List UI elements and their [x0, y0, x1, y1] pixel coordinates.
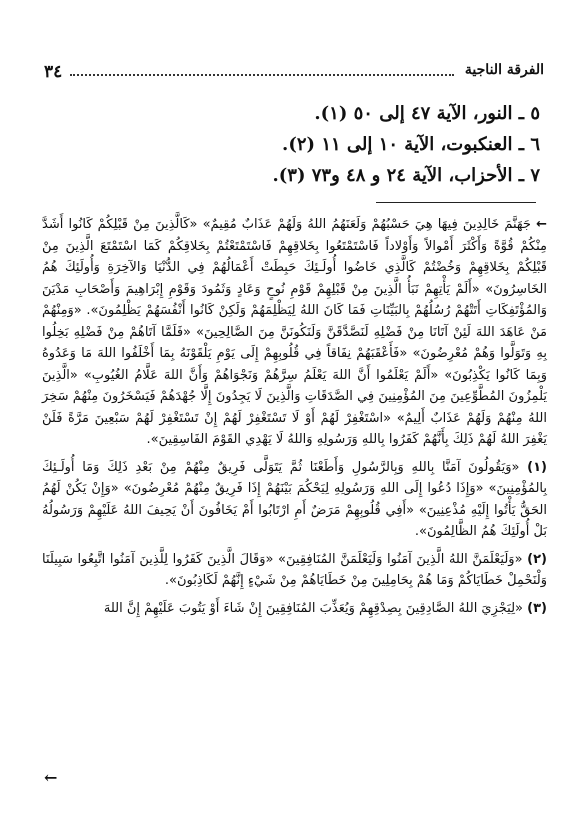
- footnote-3: [42, 598, 547, 620]
- reference-item: ٧ ـ الأحزاب، الآية ٢٤ و ٤٨ و٧٣ (٣).: [272, 165, 540, 186]
- running-header: [44, 62, 544, 84]
- footnote-mark: (٢): [527, 551, 547, 567]
- footnote-mark: (١): [527, 459, 547, 475]
- continues-arrow-icon: ←: [44, 768, 58, 787]
- footnote-1: [42, 457, 547, 543]
- continuation-arrow-icon: ←: [536, 217, 547, 232]
- footnotes: [42, 214, 547, 625]
- footnote-2: [42, 549, 547, 592]
- reference-item: ٦ ـ العنكبوت، الآية ١٠ إلى ١١ (٢).: [282, 134, 540, 155]
- footnote-mark: (٣): [527, 600, 547, 616]
- page-number: ٣٤: [44, 62, 63, 82]
- footnote-continuation-text: جَهَنَّمَ خَالِدِينَ فِيهَا هِيَ حَسْبُهُمْ وَلَعَنَهُمُ اللهُ وَلَهُمْ عَذَابٌ مُقِيمٌ» «كَالَّذِينَ مِنْ قَبْلِكُمْ كَانُوا أَشَدَّ مِنْكُمْ قُوَّةً وَأَكْثَرَ أَمْوالاً وَأَوْلاداً فَاسْتَمْتَعُوا بِخَلاقِهِمْ فَاسْتَمْتَعْتُمْ بِخَلاقِكُمْ كَمَا اسْتَمْتَعَ الَّذِينَ مِنْ قَبْلِكُمْ بِخَلاقِهِمْ وَخُضْتُمْ كَالَّذِي خَاضُوا أُولَـئِكَ حَبِطَتْ أَعْمَالُهُمْ فِي الدُّنْيَا وَالآخِرَةِ وَأُولَئِكَ هُمُ الخَاسِرُونَ» «أَلَمْ يَأْتِهِمْ نَبَأُ الَّذِينَ مِنْ قَبْلِهِمْ قَوْمِ نُوحٍ وَعَادٍ وَثَمُودَ وَقَوْمِ إِبْرَاهِيمَ وَأَصْحَابِ مَدْيَنَ وَالمُؤْتَفِكَاتِ أَتَتْهُمْ رُسُلُهُمْ بِالبَيِّنَاتِ فَمَا كَانَ اللهُ لِيَظْلِمَهُمْ وَلَكِنْ كَانُوا أَنْفُسَهُمْ يَظْلِمُونَ». «وَمِنْهُمْ مَنْ عَاهَدَ اللهَ لَئِنْ آتَانَا مِنْ فَضْلِهِ لَنَصَّدَّقَنَّ وَلَنَكُونَنَّ مِنَ الصَّالِحِينَ» «فَلَمَّا آتَاهُمْ مِنْ فَضْلِهِ بَخِلُوا بِهِ وَتَوَلَّوا وَهُمْ مُعْرِضُونَ» «فَأَعْقَبَهُمْ نِفَاقاً فِي قُلُوبِهِمْ إِلَى يَوْمِ يَلْقَوْنَهُ بِمَا أَخْلَفُوا اللهَ مَا وَعَدُوهُ وَبِمَا كَانُوا يَكْذِبُونَ» «أَلَمْ يَعْلَمُوا أَنَّ اللهَ يَعْلَمُ سِرَّهُمْ وَنَجْوَاهُمْ وَأَنَّ اللهَ عَلَّامُ الغُيُوبِ» «الَّذِينَ يَلْمِزُونَ المُطَّوِّعِينَ مِنَ المُؤْمِنِينَ فِي الصَّدَقَاتِ وَالَّذِينَ لَا يَجِدُونَ إِلَّا جُهْدَهُمْ فَيَسْخَرُونَ مِنْهُمْ سَخِرَ اللهُ مِنْهُمْ وَلَهُمْ عَذَابٌ أَلِيمٌ» «اسْتَغْفِرْ لَهُمْ أَوْ لَا تَسْتَغْفِرْ لَهُمْ إِنْ تَسْتَغْفِرْ لَهُمْ سَبْعِينَ مَرَّةً فَلَنْ يَغْفِرَ اللهُ لَهُمْ ذَلِكَ بِأَنَّهُمْ كَفَرُوا بِاللهِ وَرَسُولِهِ وَاللهُ لَا يَهْدِي القَوْمَ الفَاسِقِينَ».: [42, 217, 547, 447]
- reference-item: ٥ ـ النور، الآية ٤٧ إلى ٥٠ (١).: [314, 103, 540, 124]
- header-dotted-leader: [70, 74, 454, 76]
- footnote-separator: [376, 202, 536, 203]
- footnote-text: «وَيَقُولُونَ آمَنَّا بِاللهِ وَبِالرَّسُولِ وَأَطَعْنَا ثُمَّ يَتَوَلَّى فَرِيقٌ مِنْهُمْ مِنْ بَعْدِ ذَلِكَ وَمَا أُولَـئِكَ بِالمُؤْمِنِينَ» «وَإِذَا دُعُوا إِلَى اللهِ وَرَسُولِهِ لِيَحْكُمَ بَيْنَهُمْ إِذَا فَرِيقٌ مِنْهُمْ مُعْرِضُونَ» «وَإِنْ يَكُنْ لَهُمُ الحَقُّ يَأْتُوا إِلَيْهِ مُذْعِنِينَ» «أَفِي قُلُوبِهِمْ مَرَضٌ أَمِ ارْتَابُوا أَمْ يَخَافُونَ أَنْ يَحِيفَ اللهُ عَلَيْهِمْ وَرَسُولُهُ بَلْ أُولَئِكَ هُمُ الظَّالِمُونَ».: [42, 459, 547, 539]
- footnote-text: «لِيَجْزِيَ اللهُ الصَّادِقِينَ بِصِدْقِهِمْ وَيُعَذِّبَ المُنَافِقِينَ إِنْ شَاءَ أَوْ يَتُوبَ عَلَيْهِمْ إِنَّ اللهَ: [103, 600, 524, 616]
- footnote-continuation: [42, 214, 547, 451]
- footnote-text: «وَلَيَعْلَمَنَّ اللهُ الَّذِينَ آمَنُوا وَلَيَعْلَمَنَّ المُنَافِقِينَ» «وَقَالَ الَّذِينَ كَفَرُوا لِلَّذِينَ آمَنُوا اتَّبِعُوا سَبِيلَنَا وَلْنَحْمِلْ خَطَايَاكُمْ وَمَا هُمْ بِحَامِلِينَ مِنْ خَطَايَاهُمْ مِنْ شَيْءٍ إِنَّهُمْ لَكَاذِبُونَ».: [42, 551, 547, 588]
- reference-list: [250, 98, 540, 191]
- running-title: الفرقة الناجية: [464, 62, 544, 78]
